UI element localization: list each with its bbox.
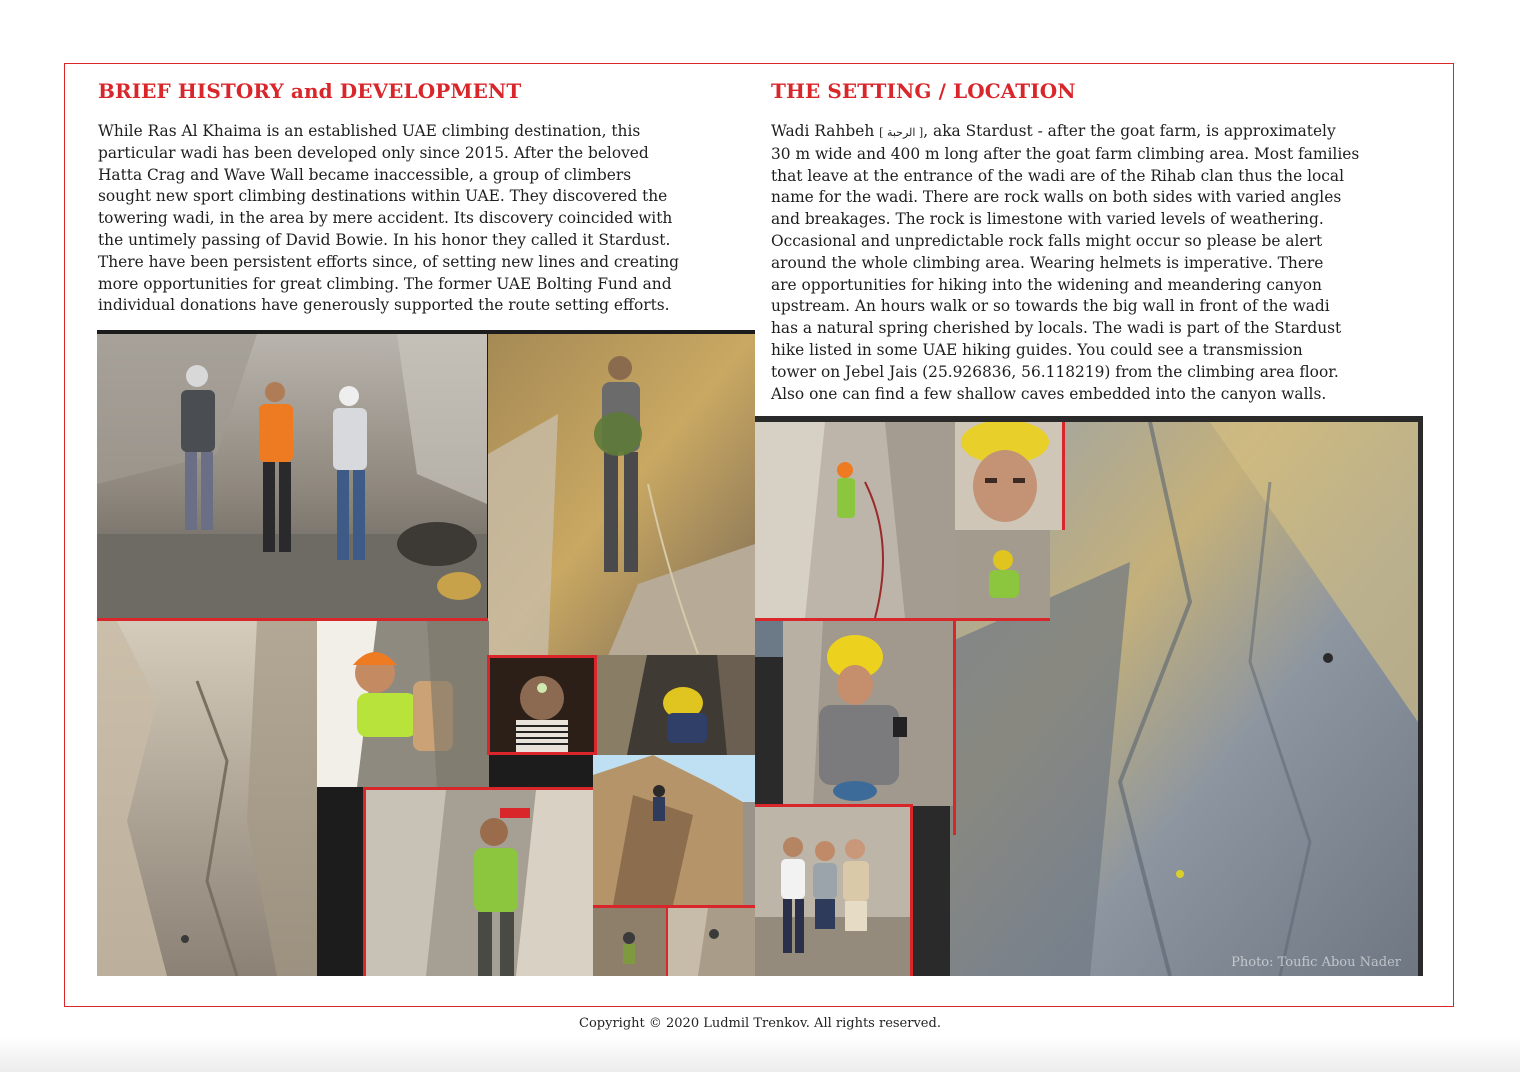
setting-line: tower on Jebel Jais (25.926836, 56.118219) from the climbing area floor. (771, 362, 1339, 381)
left-photo-collage (97, 330, 755, 976)
photo-climber-looking-up (955, 530, 1050, 618)
photo-small-canyon-2 (668, 905, 755, 976)
history-line: individual donations have generously supported the route setting efforts. (98, 296, 670, 315)
photo-climber-group (97, 334, 487, 618)
photo-climber-drill (363, 787, 593, 976)
setting-line: hike listed in some UAE hiking guides. You could see a transmission (771, 340, 1303, 359)
photo-yellow-helmet-selfie (955, 422, 1065, 530)
setting-line: upstream. An hours walk or so towards the big wall in front of the wadi (771, 297, 1330, 316)
setting-line: are opportunities for hiking into the widening and meandering canyon (771, 275, 1322, 294)
right-collage-red-divider (953, 621, 956, 835)
photo-headlamp-portrait (487, 655, 597, 755)
photo-canyon-wall (97, 621, 317, 976)
setting-line: Occasional and unpredictable rock falls might occur so please be alert (771, 231, 1323, 250)
setting-line: Also one can find a few shallow caves embedded into the canyon walls. (771, 384, 1327, 403)
photo-cave-climber (597, 655, 755, 755)
setting-line: name for the wadi. There are rock walls on both sides with varied angles (771, 188, 1342, 207)
arabic-name: [ الرحبة ] (879, 126, 924, 139)
history-line: Hatta Crag and Wave Wall became inaccessible, a group of climbers (98, 165, 632, 184)
photo-climber-grey-wall (755, 422, 955, 618)
setting-first-line (771, 121, 1359, 144)
setting-line: and breakages. The rock is limestone with varied levels of weathering. (771, 210, 1324, 229)
right-collage-top-bar (755, 416, 1423, 422)
history-line: While Ras Al Khaima is an established UAE climbing destination, this (98, 122, 641, 140)
setting-line: has a natural spring cherished by locals. The wadi is part of the Stardust (771, 319, 1342, 338)
setting-heading: THE SETTING / LOCATION (771, 79, 1076, 103)
photo-climber-blue-sky (593, 755, 755, 905)
history-paragraph (98, 121, 679, 317)
history-line: towering wadi, in the area by mere accident. Its discovery coincided with (98, 209, 673, 228)
setting-line: that leave at the entrance of the wadi are of the Rihab clan thus the local (771, 166, 1344, 185)
copyright-footer: Copyright © 2020 Ludmil Trenkov. All rights reserved. (579, 1016, 941, 1031)
photo-credit: Photo: Toufic Abou Nader (1231, 955, 1401, 970)
photo-small-canyon-1 (593, 905, 668, 976)
photo-group-of-three (755, 804, 913, 976)
history-line: more opportunities for great climbing. The former UAE Bolting Fund and (98, 274, 672, 293)
setting-line: 30 m wide and 400 m long after the goat farm climbing area. Most families (771, 144, 1360, 163)
setting-paragraph (771, 121, 1359, 405)
history-line: sought new sport climbing destinations within UAE. They discovered the (98, 187, 668, 206)
page-bottom-shadow (0, 1036, 1520, 1072)
setting-line: around the whole climbing area. Wearing helmets is imperative. There (771, 253, 1324, 272)
photo-climber-rock-ledge (488, 334, 755, 656)
history-line: particular wadi has been developed only since 2015. After the beloved (98, 143, 649, 162)
history-heading: BRIEF HISTORY and DEVELOPMENT (98, 79, 522, 103)
right-photo-collage (755, 416, 1423, 976)
history-line: There have been persistent efforts since, of setting new lines and creating (98, 252, 680, 271)
photo-tiny-strip (755, 621, 783, 657)
history-line: the untimely passing of David Bowie. In his honor they called it Stardust. (98, 230, 671, 249)
setting-first-line-rest: , aka Stardust - after the goat farm, is approximately (923, 122, 1336, 140)
photo-climber-orange-helmet (317, 621, 489, 787)
wadi-name: Wadi Rahbeh (771, 122, 875, 140)
photo-climber-with-phone (783, 621, 955, 806)
